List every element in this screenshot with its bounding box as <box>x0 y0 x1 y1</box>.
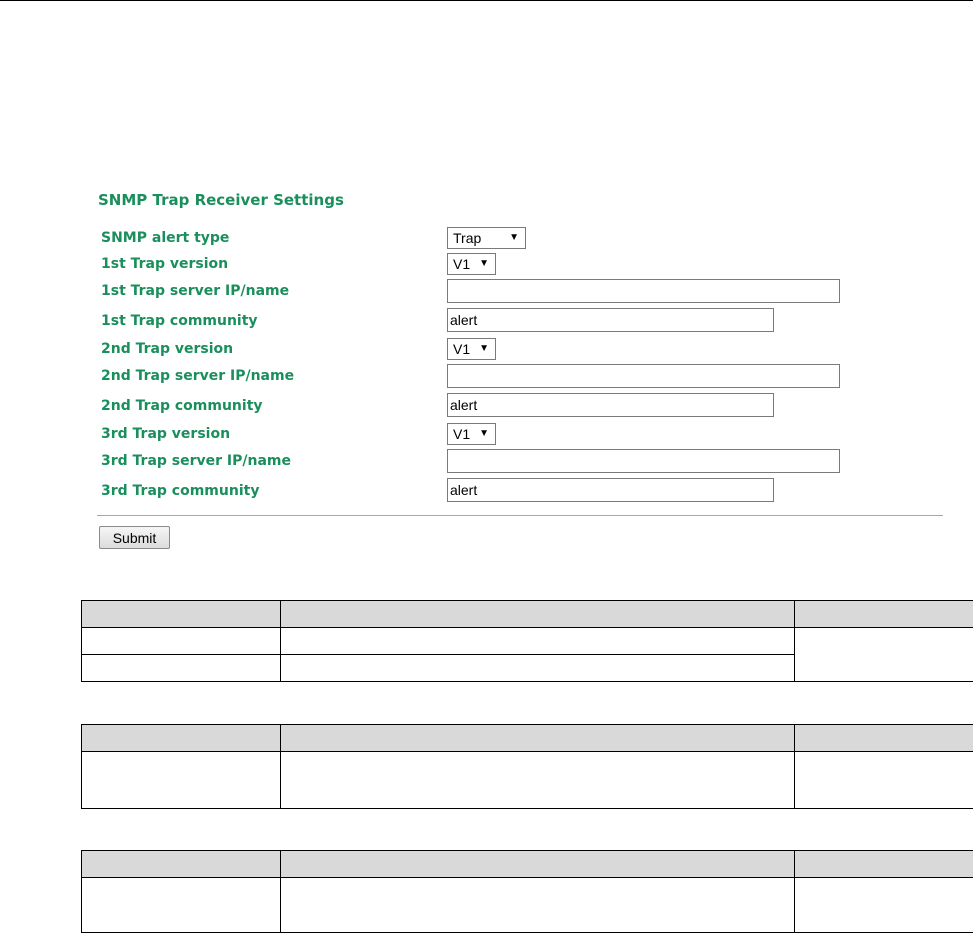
settings-table-1 <box>81 600 973 682</box>
trap3-server-label: 3rd Trap server IP/name <box>101 453 292 469</box>
chevron-down-icon: ▼ <box>479 428 489 439</box>
trap1-version-select[interactable] <box>447 253 496 275</box>
submit-button[interactable]: Submit <box>99 526 170 549</box>
table-header-cell <box>281 601 795 628</box>
trap3-community-input[interactable] <box>447 478 774 502</box>
table-header-row <box>82 851 973 878</box>
alert-type-label: SNMP alert type <box>101 230 230 246</box>
form-divider <box>97 515 943 516</box>
settings-table-3 <box>81 850 973 933</box>
table-header-cell <box>795 851 973 878</box>
table-header-cell <box>281 725 795 752</box>
table-cell <box>795 628 973 682</box>
table-row <box>82 878 973 933</box>
table-cell <box>795 878 973 933</box>
table-cell <box>281 878 795 933</box>
table-cell <box>795 752 973 809</box>
trap3-community-label: 3rd Trap community <box>101 483 260 499</box>
table-header-cell <box>795 601 973 628</box>
table-header-cell <box>82 601 281 628</box>
table-cell <box>281 628 795 655</box>
trap1-community-label: 1st Trap community <box>101 313 258 329</box>
top-divider <box>0 0 973 1</box>
trap3-server-input[interactable] <box>447 449 840 473</box>
table-header-cell <box>82 725 281 752</box>
table-cell <box>281 655 795 682</box>
table-header-row <box>82 725 973 752</box>
alert-type-value: Trap <box>453 230 482 246</box>
table-cell <box>82 752 281 809</box>
table-header-cell <box>281 851 795 878</box>
trap2-version-value: V1 <box>453 341 471 357</box>
table-cell <box>281 752 795 809</box>
table-cell <box>82 628 281 655</box>
trap2-version-select[interactable] <box>447 338 496 360</box>
trap2-server-label: 2nd Trap server IP/name <box>101 368 295 384</box>
table-row <box>82 752 973 809</box>
trap2-version-label: 2nd Trap version <box>101 341 234 357</box>
alert-type-select[interactable] <box>447 227 526 249</box>
trap2-community-label: 2nd Trap community <box>101 398 263 414</box>
section-heading: SNMP Trap Receiver Settings <box>98 191 344 209</box>
trap2-community-input[interactable] <box>447 393 774 417</box>
trap1-community-input[interactable] <box>447 308 774 332</box>
chevron-down-icon: ▼ <box>479 258 489 269</box>
chevron-down-icon: ▼ <box>479 343 489 354</box>
table-cell <box>82 655 281 682</box>
trap1-version-label: 1st Trap version <box>101 256 229 272</box>
chevron-down-icon: ▼ <box>509 232 519 243</box>
trap1-version-value: V1 <box>453 256 471 272</box>
settings-table-2 <box>81 724 973 809</box>
trap3-version-value: V1 <box>453 426 471 442</box>
trap1-server-label: 1st Trap server IP/name <box>101 283 290 299</box>
table-cell <box>82 878 281 933</box>
table-header-cell <box>82 851 281 878</box>
trap3-version-select[interactable] <box>447 423 496 445</box>
table-header-cell <box>795 725 973 752</box>
table-header-row <box>82 601 973 628</box>
table-row <box>82 628 973 655</box>
trap1-server-input[interactable] <box>447 279 840 303</box>
trap2-server-input[interactable] <box>447 364 840 388</box>
trap3-version-label: 3rd Trap version <box>101 426 231 442</box>
